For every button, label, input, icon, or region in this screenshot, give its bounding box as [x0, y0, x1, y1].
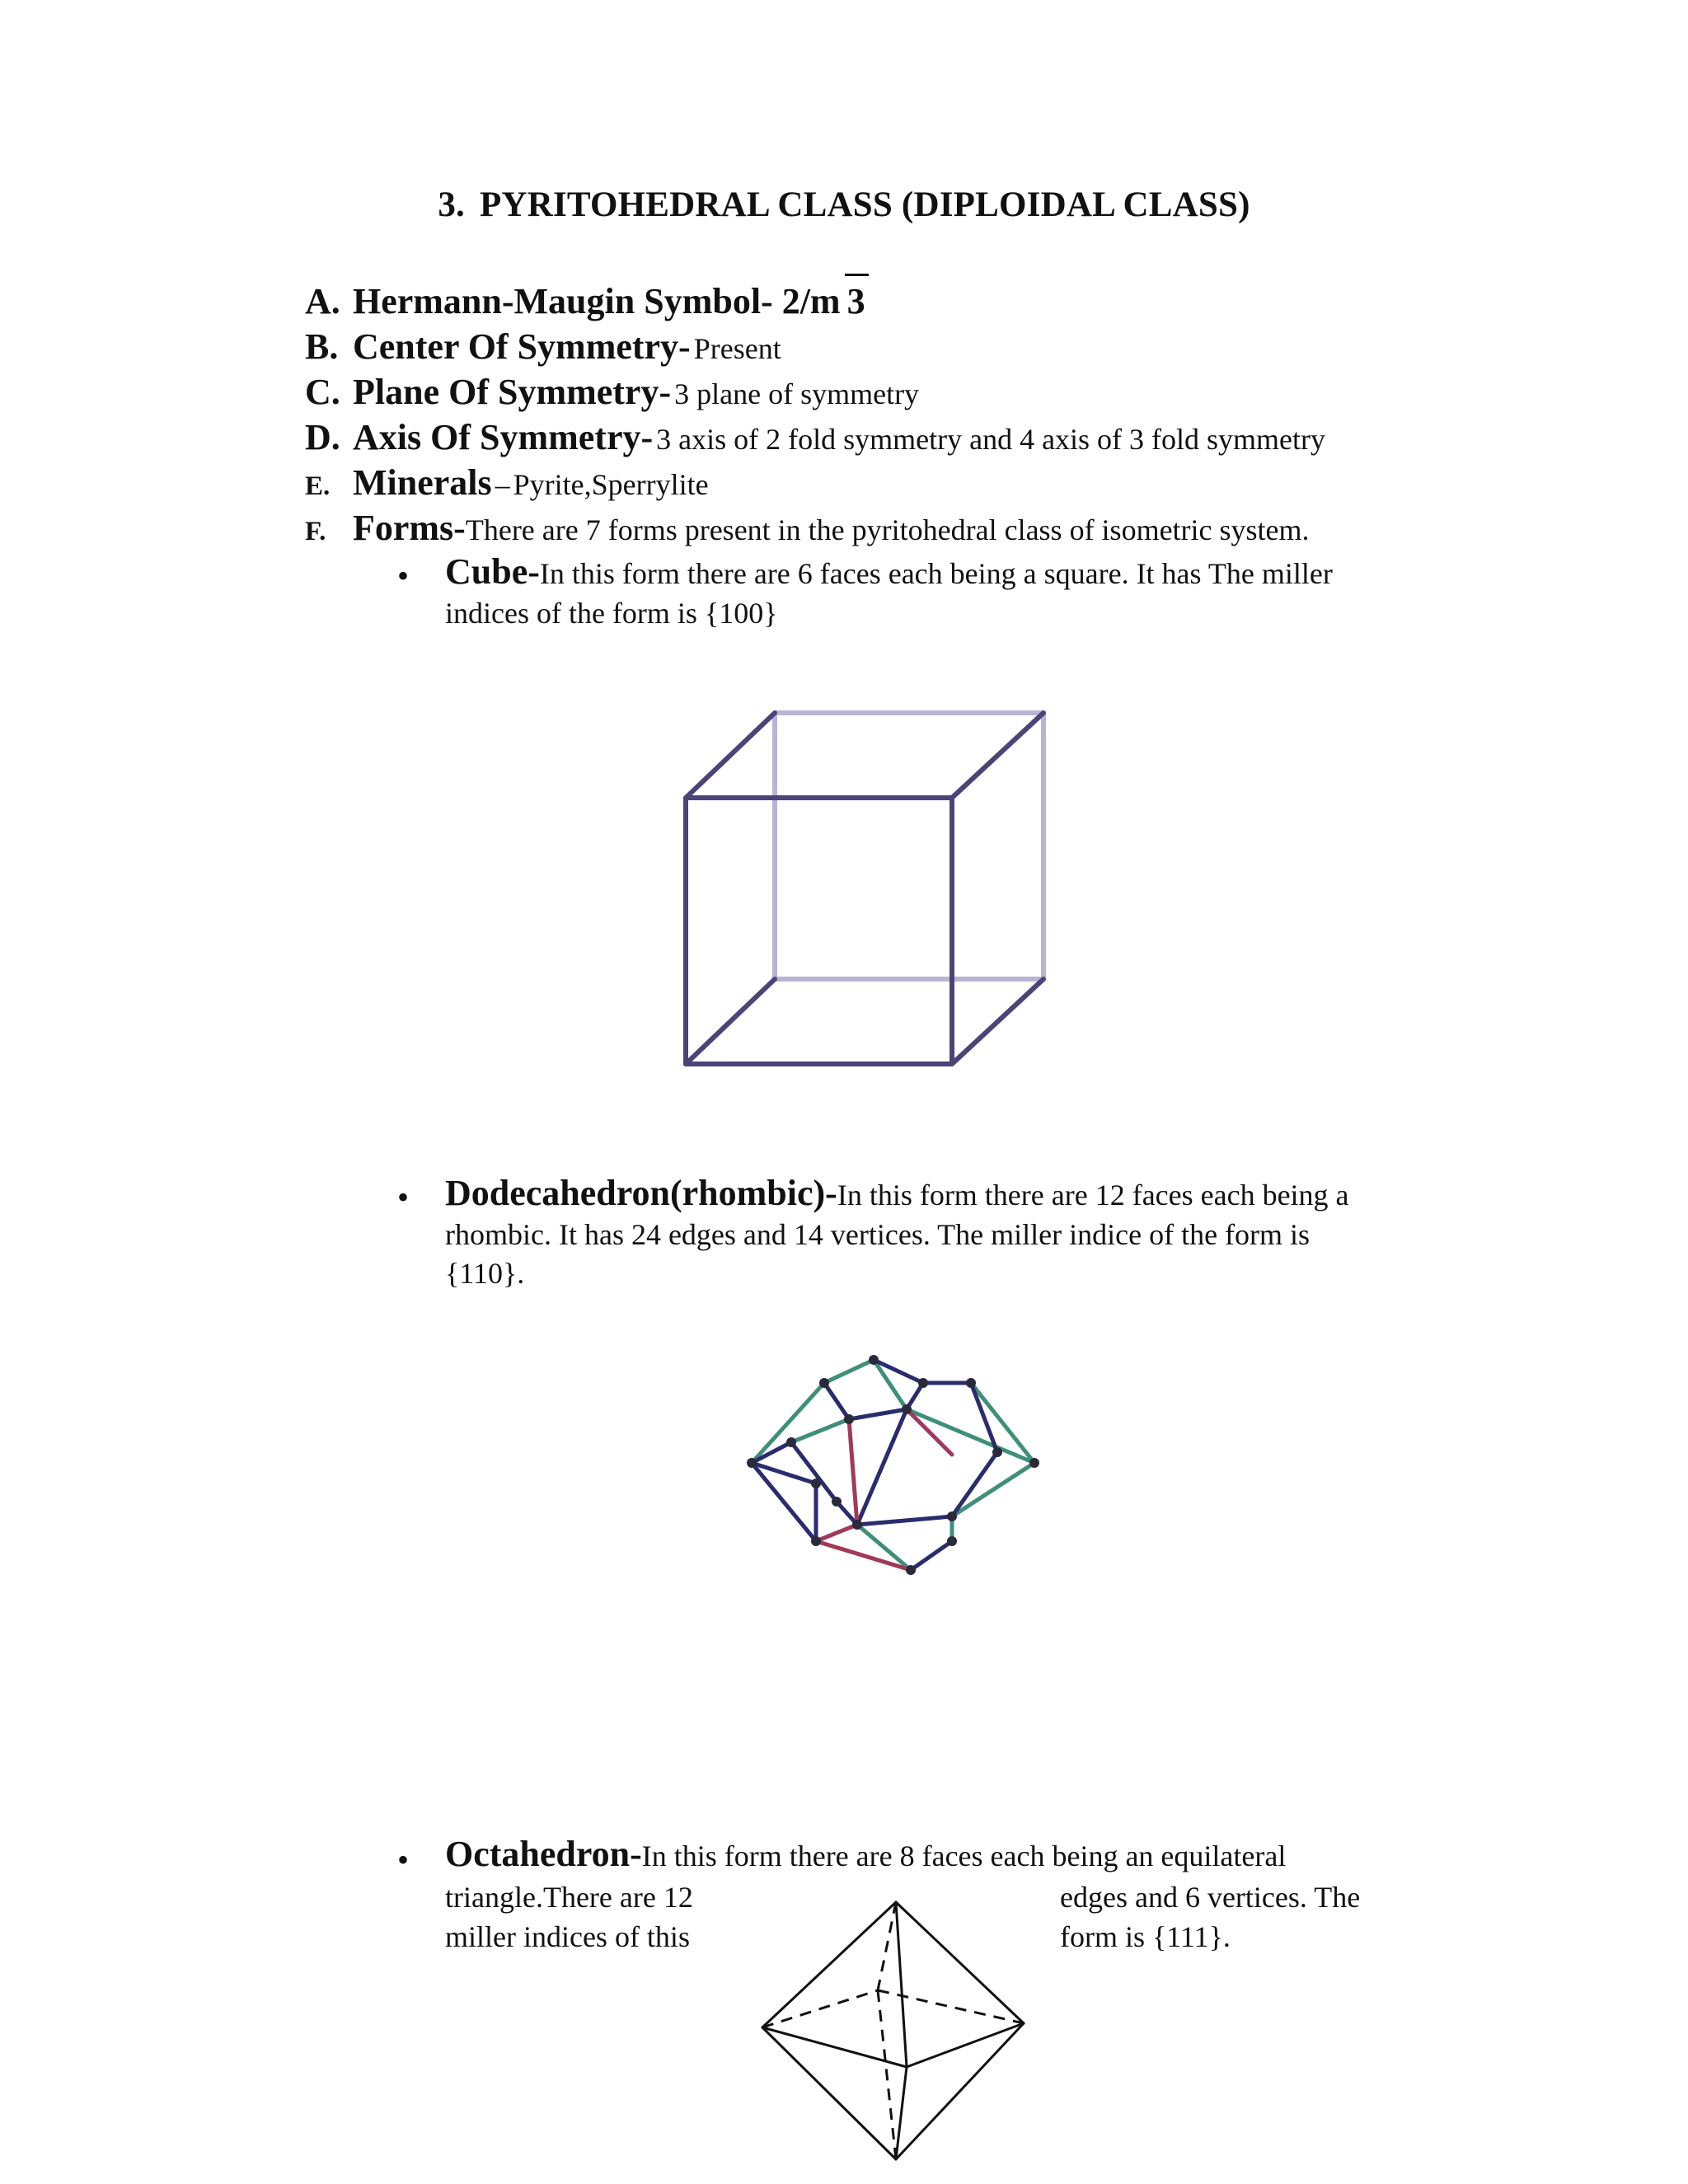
- property-dash: –: [495, 468, 510, 501]
- form-octahedron-name: Octahedron-: [445, 1834, 642, 1874]
- bullet-glyph: •: [397, 1179, 410, 1216]
- property-label: Plane Of Symmetry-: [353, 372, 672, 412]
- bullet-glyph: •: [397, 1841, 410, 1878]
- property-value: Pyrite,Sperrylite: [513, 468, 709, 501]
- form-octahedron-line-3-right: form is {111}.: [1060, 1920, 1231, 1953]
- title-number: 3.: [438, 185, 465, 224]
- property-value: Present: [693, 332, 781, 365]
- form-dodecahedron-line-3: {110}.: [445, 1257, 525, 1290]
- form-octahedron-line-2-right: edges and 6 vertices. The: [1060, 1881, 1361, 1914]
- property-value: There are 7 forms present in the pyritohedral class of isometric system.: [465, 513, 1310, 546]
- property-label: Center Of Symmetry-: [353, 326, 691, 367]
- form-cube-desc: In this form there are 6 faces each being a square. It has The miller: [539, 557, 1333, 590]
- property-letter: C.: [305, 372, 340, 412]
- property-value: 3: [846, 281, 865, 321]
- form-dodecahedron-name: Dodecahedron(rhombic)-: [445, 1173, 837, 1213]
- form-octahedron-desc: In this form there are 8 faces each being an equilateral: [641, 1840, 1287, 1872]
- property-letter: D.: [305, 417, 340, 457]
- property-value: 3 plane of symmetry: [674, 377, 920, 410]
- property-label: Hermann-Maugin Symbol- 2/m: [353, 281, 841, 321]
- property-letter: F.: [305, 517, 326, 546]
- property-label: Axis Of Symmetry-: [353, 417, 654, 457]
- form-cube-line-2: indices of the form is {100}: [445, 596, 778, 630]
- property-letter: A.: [305, 281, 340, 321]
- form-dodecahedron-desc: In this form there are 12 faces each being a: [837, 1179, 1349, 1212]
- property-letter: E.: [305, 471, 331, 501]
- form-dodecahedron-line-2: rhombic. It has 24 edges and 14 vertices. The miller indice of the form is: [445, 1217, 1311, 1251]
- property-letter: B.: [305, 326, 339, 367]
- form-cube-name: Cube-: [445, 551, 540, 592]
- property-label: Forms-: [353, 508, 466, 548]
- property-value: 3 axis of 2 fold symmetry and 4 axis of 3 fold symmetry: [656, 423, 1326, 456]
- form-octahedron-line-3-left: miller indices of this: [445, 1920, 690, 1953]
- form-octahedron-line-2-left: triangle.There are 12: [445, 1881, 693, 1914]
- title-text: PYRITOHEDRAL CLASS (DIPLOIDAL CLASS): [479, 185, 1250, 224]
- property-label: Minerals: [353, 462, 492, 503]
- bullet-glyph: •: [397, 557, 410, 594]
